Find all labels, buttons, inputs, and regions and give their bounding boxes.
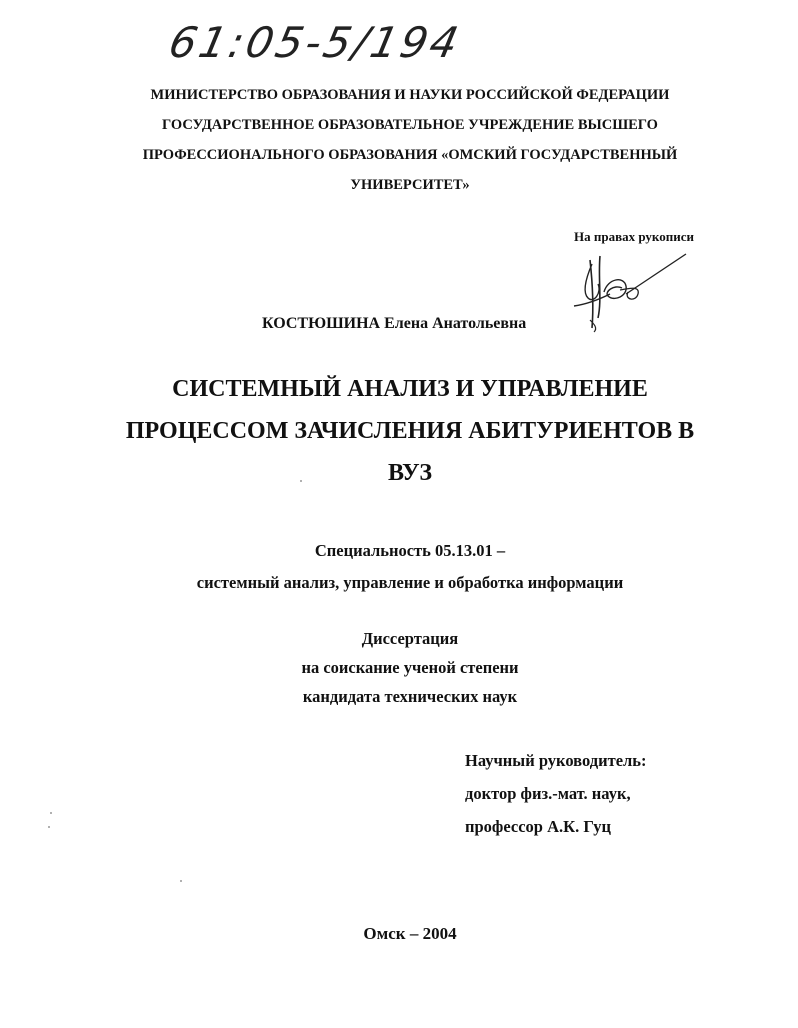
dissertation-title [100, 368, 720, 494]
degree-line: Диссертация [361, 629, 459, 648]
city-year: Омск – 2004 [363, 924, 457, 943]
specialty [100, 535, 720, 599]
supervisor-line: профессор А.К. Гуц [465, 817, 611, 836]
organization-line: ГОСУДАРСТВЕННОЕ ОБРАЗОВАТЕЛЬНОЕ УЧРЕЖДЕНИЕ ВЫСШЕГО [162, 117, 658, 133]
title-line: ПРОЦЕССОМ ЗАЧИСЛЕНИЯ АБИТУРИЕНТОВ В [125, 418, 695, 444]
supervisor-line: доктор физ.-мат. наук, [465, 784, 631, 803]
signature-icon [568, 248, 693, 334]
title-line: СИСТЕМНЫЙ АНАЛИЗ И УПРАВЛЕНИЕ [172, 376, 648, 402]
supervisor-info [465, 744, 647, 843]
degree-line: на соискание ученой степени [301, 658, 519, 677]
organization-line: УНИВЕРСИТЕТ» [350, 177, 470, 193]
rights-note: На правах рукописи [574, 229, 694, 244]
organization-line: ПРОФЕССИОНАЛЬНОГО ОБРАЗОВАНИЯ «ОМСКИЙ ГОСУДАРСТВЕННЫЙ [142, 147, 678, 163]
specialty-line: Специальность 05.13.01 – [314, 541, 506, 560]
degree-line: кандидата технических наук [302, 687, 518, 706]
archive-code-handwritten: 61:05-5/194 [164, 18, 466, 67]
scan-speck [300, 480, 302, 482]
scan-speck [50, 812, 52, 814]
author-name: КОСТЮШИНА Елена Анатольевна [262, 315, 527, 332]
specialty-line: системный анализ, управление и обработка информации [196, 573, 624, 592]
organization-header [100, 80, 720, 200]
scan-speck [48, 826, 50, 828]
title-line: ВУЗ [387, 460, 433, 486]
organization-line: МИНИСТЕРСТВО ОБРАЗОВАНИЯ И НАУКИ РОССИЙСКОЙ ФЕДЕРАЦИИ [150, 87, 670, 103]
supervisor-line: Научный руководитель: [465, 751, 647, 770]
degree-info [100, 624, 720, 711]
scan-speck [180, 880, 182, 882]
